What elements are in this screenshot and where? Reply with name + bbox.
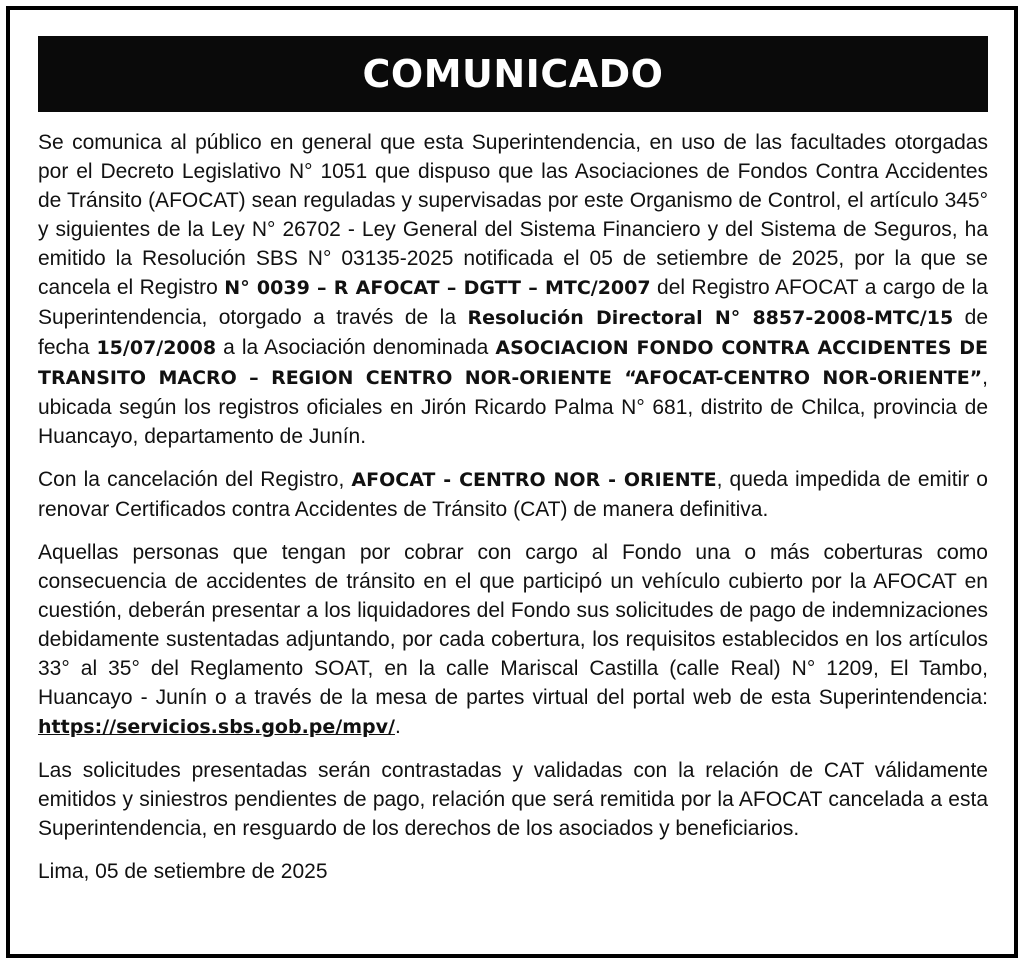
paragraph-2 xyxy=(38,465,988,524)
paragraph-3-text-2: . xyxy=(394,715,401,738)
afocat-name: AFOCAT - CENTRO NOR - ORIENTE xyxy=(351,469,717,491)
paragraph-1-text-3: de fecha xyxy=(38,306,988,359)
paragraph-3-text-1: Aquellas personas que tengan por cobrar con cargo al Fondo una o más coberturas como consecuencia de accidentes de tránsito en el que participó un vehículo cubierto por la AFOCAT en cuestión, deberán presentar a los liquidadores del Fondo sus solicitudes de pago de indemnizaciones debidamente sustentadas adjuntando, por cada cobertura, los requisitos establecidos en los artículos 33° al 35° del Reglamento SOAT, en la calle Mariscal Castilla (calle Real) N° 1209, El Tambo, Huancayo - Junín o a través de la mesa de partes virtual del portal web de esta Superintendencia: xyxy=(38,541,988,709)
association-name: ASOCIACION FONDO CONTRA ACCIDENTES DE TRANSITO MACRO – REGION CENTRO NOR-ORIENTE “AFOCAT-CENTRO NOR-ORIENTE” xyxy=(38,337,988,389)
page-title: COMUNICADO xyxy=(362,52,664,96)
title-banner xyxy=(38,36,988,112)
paragraph-4-text-1: Las solicitudes presentadas serán contrastadas y validadas con la relación de CAT válidamente emitidos y siniestros pendientes de pago, relación que será remitida por la AFOCAT cancelada a esta Superintendencia, en resguardo de los derechos de los asociados y beneficiarios. xyxy=(38,759,988,840)
resolucion-date: 15/07/2008 xyxy=(96,337,217,359)
paragraph-2-text-1: Con la cancelación del Registro, xyxy=(38,468,352,491)
paragraph-1 xyxy=(38,128,988,451)
registro-number: N° 0039 – R AFOCAT – DGTT – MTC/2007 xyxy=(224,277,651,299)
notice-body xyxy=(38,128,988,900)
notice-frame xyxy=(6,6,1018,958)
paragraph-1-text-1: Se comunica al público en general que esta Superintendencia, en uso de las facultades otorgadas por el Decreto Legislativo N° 1051 que dispuso que las Asociaciones de Fondos Contra Accidentes de Tránsito (AFOCAT) sean reguladas y supervisadas por este Organismo de Control, el artículo 345° y siguientes de la Ley N° 26702 - Ley General del Sistema Financiero y del Sistema de Seguros, ha emitido la Resolución SBS N° 03135-2025 notificada el 05 de setiembre de 2025, por la que se cancela el Registro xyxy=(38,131,988,299)
paragraph-2-text-2: , queda impedida de emitir o renovar Certificados contra Accidentes de Tránsito (CAT) de manera definitiva. xyxy=(38,468,988,521)
resolucion-directoral: Resolución Directoral N° 8857-2008-MTC/15 xyxy=(467,307,954,329)
paragraph-4 xyxy=(38,756,988,843)
signature-date: Lima, 05 de setiembre de 2025 xyxy=(38,860,328,883)
mpv-link[interactable]: https://servicios.sbs.gob.pe/mpv/ xyxy=(38,716,395,738)
paragraph-3 xyxy=(38,538,988,742)
paragraph-1-text-2: del Registro AFOCAT a cargo de la Superintendencia, otorgado a través de la xyxy=(38,276,988,329)
paragraph-1-text-4: a la Asociación denominada xyxy=(216,336,496,359)
paragraph-1-text-5: , ubicada según los registros oficiales en Jirón Ricardo Palma N° 681, distrito de Chilca, provincia de Huancayo, departamento de Junín. xyxy=(38,366,988,448)
